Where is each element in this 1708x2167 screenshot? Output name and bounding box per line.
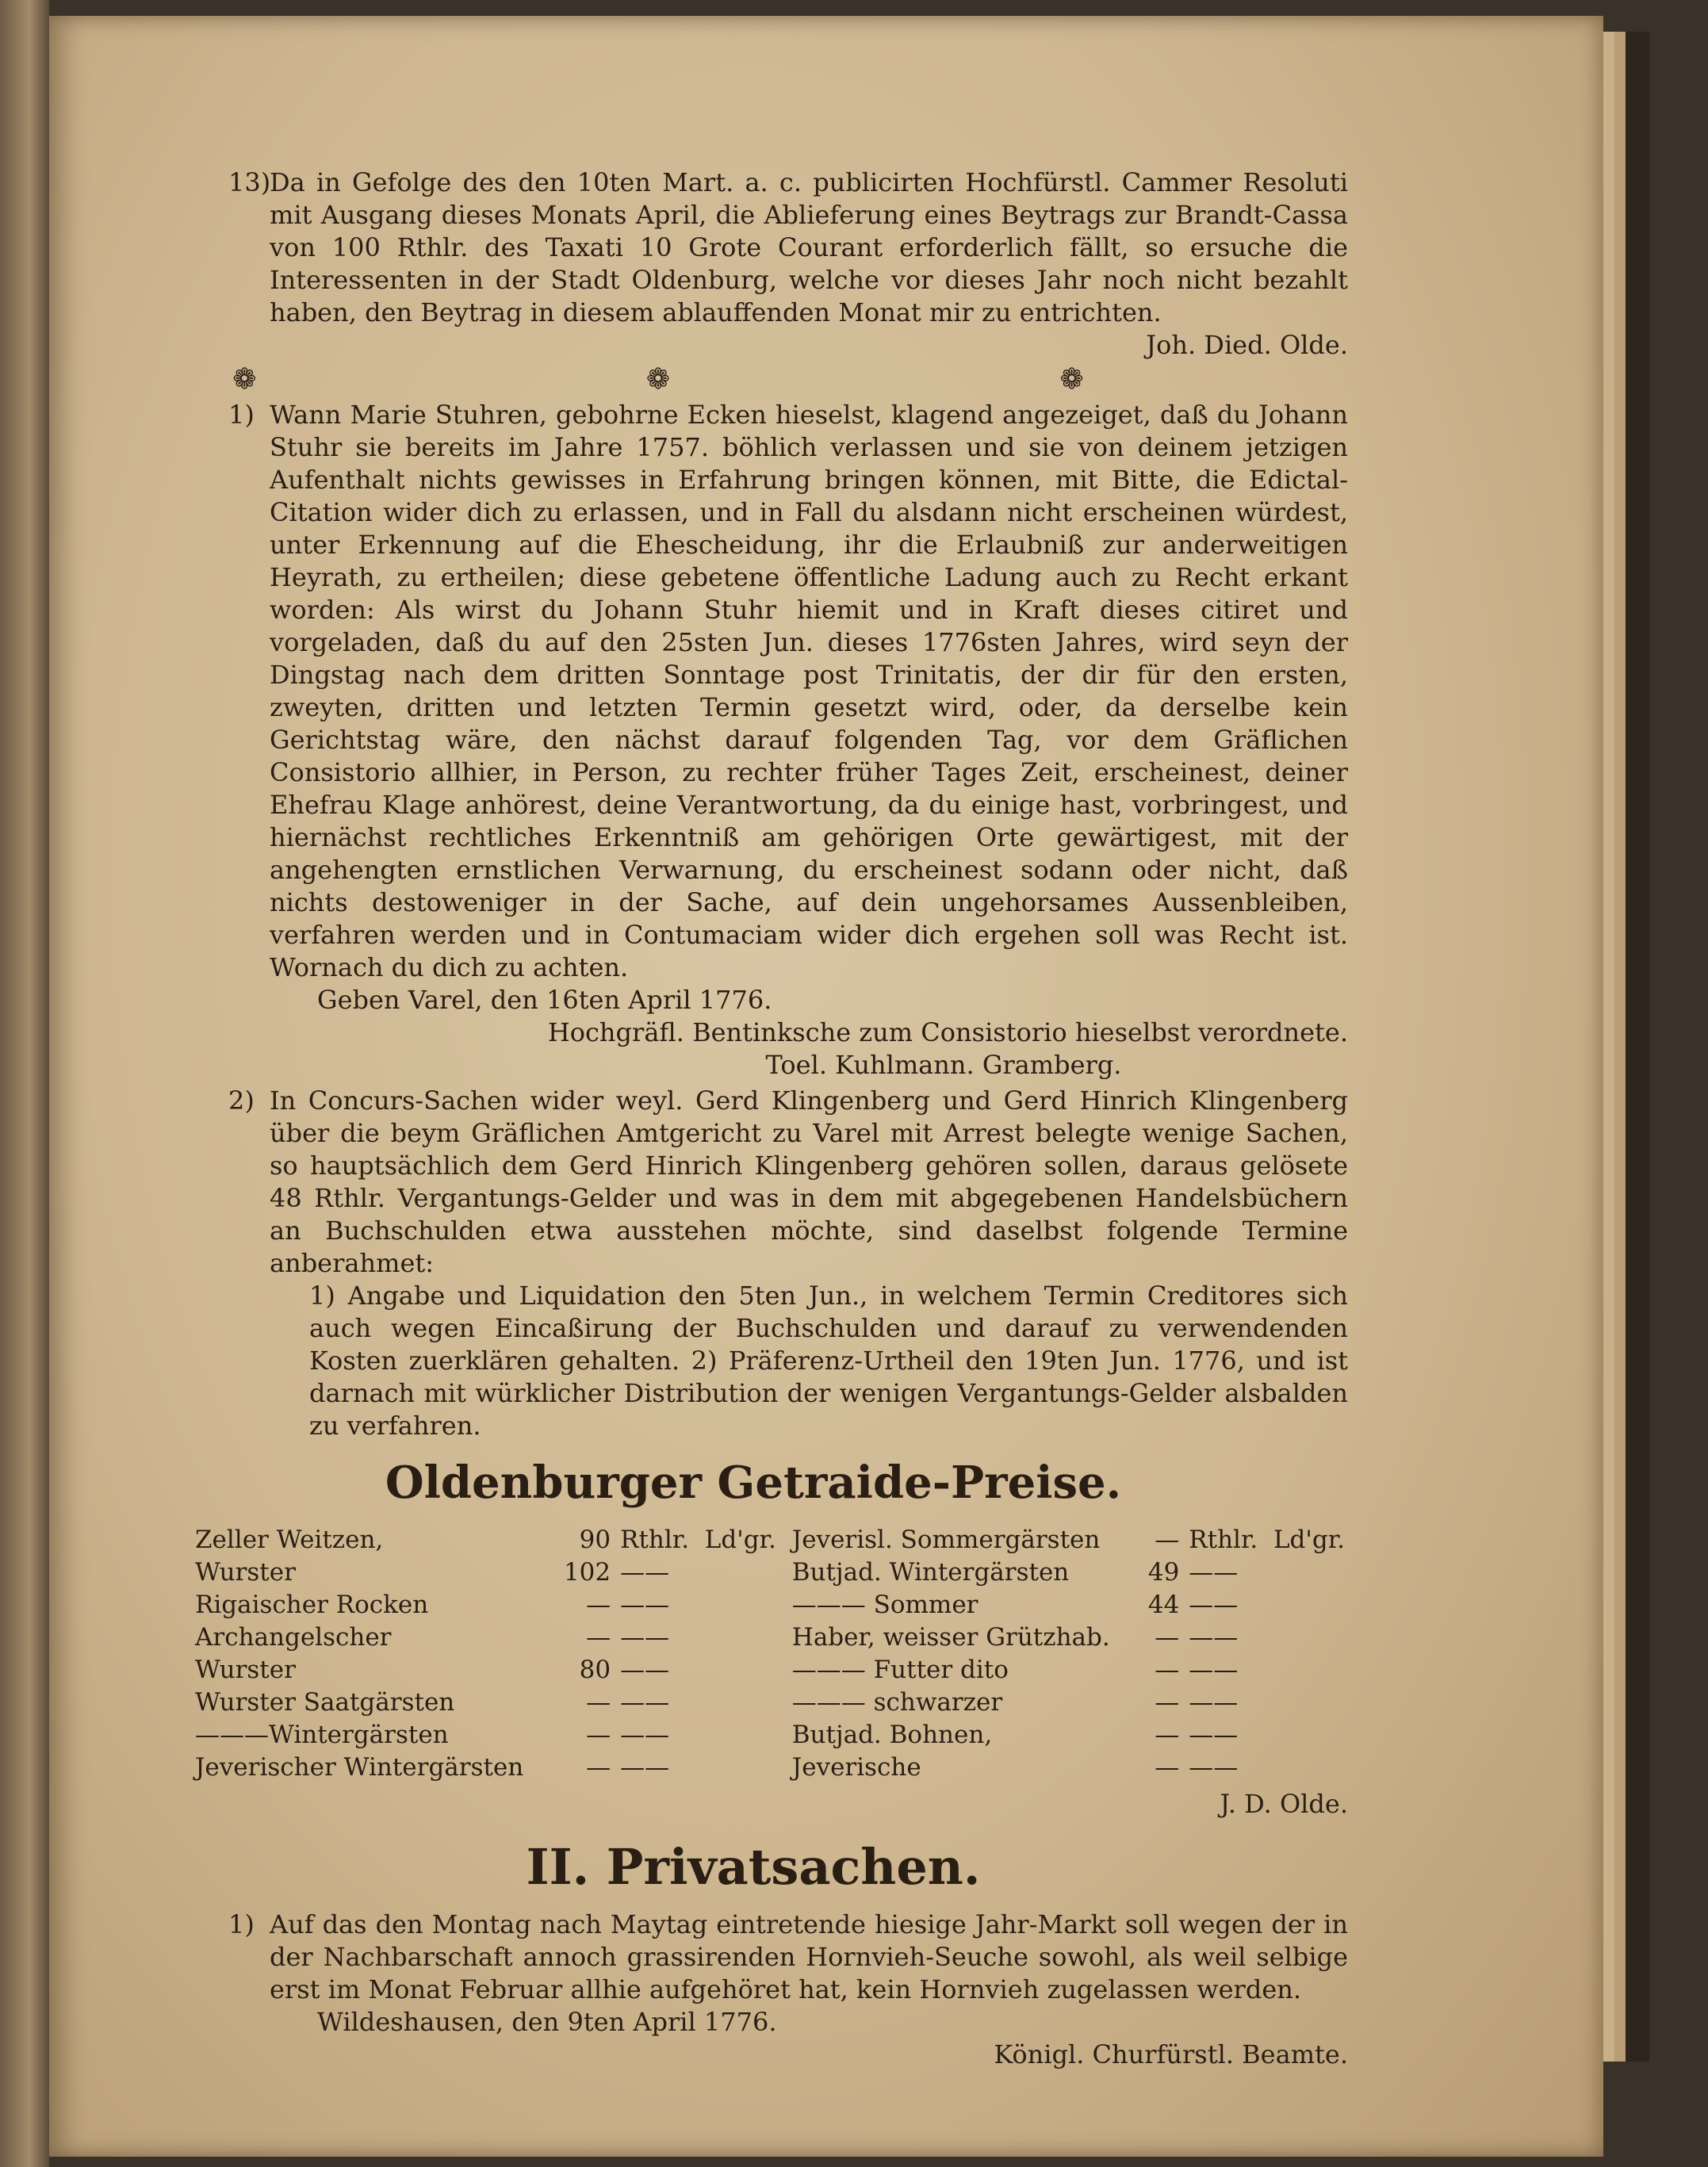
notice-13 [159, 167, 1348, 329]
table-row [190, 1556, 1356, 1588]
table-cell: Wurster [195, 1557, 296, 1587]
table-cell: —— [1189, 1655, 1239, 1684]
table-row [190, 1751, 1356, 1783]
table-row [190, 1653, 1356, 1686]
notice-dateline: Wildeshausen, den 9ten April 1776. [317, 2007, 777, 2037]
table-row [190, 1718, 1356, 1751]
table-cell: ———Wintergärsten [195, 1720, 449, 1749]
unit-label: Ld'gr. [704, 1525, 776, 1554]
table-cell: —— [620, 1590, 670, 1619]
table-cell: 49 [1147, 1557, 1180, 1587]
notice-authority: Hochgräfl. Bentinksche zum Consistorio hieselbst verordnete. [547, 1017, 1348, 1047]
unit-label: Ld'gr. [1273, 1525, 1346, 1554]
table-cell: Butjad. Bohnen, [791, 1720, 993, 1749]
table-cell: — [586, 1590, 611, 1619]
table-cell: Butjad. Wintergärsten [791, 1557, 1070, 1587]
notice-signature: Joh. Died. Olde. [1146, 330, 1348, 360]
table-cell: — [1155, 1655, 1180, 1684]
notice-text: Auf das den Montag nach Maytag eintretende hiesige Jahr-Markt soll wegen der in der Nachbarschaft annoch grassirenden Hornvieh-Seuche sowohl, als weil selbige erst im Monat Februar allhie aufgehöret hat, kein Hornvieh zugelassen werden. [270, 1909, 1348, 2004]
table-cell: ——— schwarzer [791, 1687, 1003, 1717]
table-cell: 44 [1147, 1590, 1180, 1619]
table-cell: —— [1189, 1622, 1239, 1652]
table-cell: — [586, 1622, 611, 1652]
table-cell: Jeverische [791, 1752, 921, 1782]
table-cell: ——— Sommer [791, 1590, 978, 1619]
table-row [190, 1588, 1356, 1621]
page-edge-shadow [1626, 32, 1649, 2062]
grain-price-table [190, 1523, 1356, 1783]
page-edge-1 [1603, 32, 1614, 2062]
unit-label: Rthlr. [1189, 1525, 1258, 1554]
table-cell: Rigaischer Rocken [195, 1590, 429, 1619]
notice-number: 2) [228, 1085, 255, 1116]
table-cell: Zeller Weitzen, [195, 1525, 384, 1554]
table-row [190, 1686, 1356, 1718]
notice-number: 1) [228, 400, 255, 430]
table-cell: —— [620, 1687, 670, 1717]
table-cell: Wurster Saatgärsten [195, 1687, 455, 1717]
page-edge-2 [1614, 32, 1626, 2062]
table-cell: —— [1189, 1557, 1239, 1587]
table-cell: ——— Futter dito [791, 1655, 1009, 1684]
notice-2 [159, 1085, 1348, 1442]
notice-signature: Königl. Churfürstl. Beamte. [994, 2039, 1348, 2069]
notice-text: Da in Gefolge des den 10ten Mart. a. c. publicirten Hochfürstl. Cammer Resoluti mit Ausgang dieses Monats April, die Ablieferung eines Beytrags zur Brandt-Cassa von 100 Rthlr. des Taxati 10 Grote Courant erforderlich fällt, so ersuche die Interessenten in der Stadt Oldenburg, welche vor dieses Jahr noch nicht bezahlt haben, den Beytrag in diesem ablauffenden Monat mir zu entrichten. [270, 167, 1348, 327]
table-cell: 80 [579, 1655, 611, 1684]
notice-1 [159, 399, 1348, 1082]
left-page-edge [0, 0, 49, 2167]
table-cell: —— [620, 1752, 670, 1782]
notice-text: Wann Marie Stuhren, gebohrne Ecken hieselst, klagend angezeiget, daß du Johann Stuhr sie bereits im Jahre 1757. böhlich verlassen und sie von deinem jetzigen Aufenthalt nichts gewisses in Erfahrung bringen können, mit Bitte, die Edictal-Citation wider dich zu erlassen, und in Fall du alsdann nicht erscheinen würdest, unter Erkennung auf die Ehescheidung, ihr die Erlaubniß zur anderweitigen Heyrath, zu ertheilen; diese gebetene öffentliche Ladung auch zu Recht erkant worden: Als wirst du Johann Stuhr hiemit und in Kraft dieses citiret und vorgeladen, daß du auf den 25sten Jun. dieses 1776sten Jahres, wird seyn der Dingstag nach dem dritten Sonntage post Trinitatis, der dir für den ersten, zweyten, dritten und letzten Termin gesetzt wird, oder, da derselbe kein Gerichtstag wäre, den nächst darauf folgenden Tag, vor dem Gräflichen Consistorio allhier, in Person, zu rechter früher Tages Zeit, erscheinest, deiner Ehefrau Klage anhörest, deine Verantwortung, da du einige hast, vorbringest, und hiernächst rechtliches Erkenntniß am gehörigen Orte gewärtigest, mit der angehengten ernstlichen Verwarnung, du erscheinest sodann oder nicht, daß nichts destoweniger in der Sache, auf dein ungehorsames Aussenbleiben, verfahren werden und in Contumaciam wider dich ergehen soll was Recht ist. Wornach du dich zu achten. [270, 400, 1348, 982]
notice-text: In Concurs-Sachen wider weyl. Gerd Klingenberg und Gerd Hinrich Klingenberg über die beym Gräflichen Amtgericht zu Varel mit Arrest belegte wenige Sachen, so hauptsächlich dem Gerd Hinrich Klingenberg gehören sollen, daraus gelösete 48 Rthlr. Vergantungs-Gelder und was in dem mit abgegebenen Handelsbüchern an Buchschulden etwa ausstehen möchte, sind daselbst folgende Termine anberahmet: [270, 1085, 1348, 1278]
table-cell: —— [1189, 1720, 1239, 1749]
table-cell: 102 [563, 1557, 611, 1587]
private-heading: II. Privatsachen. [526, 1838, 981, 1896]
table-cell: —— [620, 1622, 670, 1652]
table-cell: — [586, 1687, 611, 1717]
page-content [159, 167, 1348, 2071]
table-cell: —— [1189, 1752, 1239, 1782]
table-cell: — [586, 1720, 611, 1749]
table-cell: — [1155, 1752, 1180, 1782]
table-cell: Jeverischer Wintergärsten [195, 1752, 524, 1782]
prices-signature: J. D. Olde. [1220, 1789, 1348, 1819]
notice-names: Toel. Kuhlmann. Gramberg. [765, 1050, 1122, 1080]
table-cell: —— [1189, 1687, 1239, 1717]
table-cell: Haber, weisser Grützhab. [791, 1622, 1110, 1652]
table-cell: —— [1189, 1590, 1239, 1619]
ornament-divider: ❁ ❁ ❁ [232, 363, 1274, 396]
table-cell: —— [620, 1655, 670, 1684]
private-notice-1 [159, 1909, 1348, 2071]
unit-label: Rthlr. [620, 1525, 690, 1554]
prices-heading: Oldenburger Getraide-Preise. [385, 1457, 1122, 1509]
table-cell: — [1155, 1525, 1180, 1554]
table-cell: Archangelscher [195, 1622, 392, 1652]
table-cell: —— [620, 1557, 670, 1587]
notice-number: 1) [228, 1909, 255, 1939]
table-cell: — [1155, 1622, 1180, 1652]
notice-sub-text: 1) Angabe und Liquidation den 5ten Jun., in welchem Termin Creditores sich auch wegen Eincaßirung der Buchschulden und darauf zu verwendenden Kosten zuerklären gehalten. 2) Präferenz-Urtheil den 19ten Jun. 1776, und ist darnach mit würklicher Distribution der wenigen Vergantungs-Gelder alsbalden zu verfahren. [309, 1281, 1348, 1441]
notice-number: 13) [228, 167, 271, 197]
table-cell: — [586, 1752, 611, 1782]
table-cell: Jeverisl. Sommergärsten [791, 1525, 1101, 1554]
notice-dateline: Geben Varel, den 16ten April 1776. [317, 985, 772, 1015]
table-cell: —— [620, 1720, 670, 1749]
table-cell: — [1155, 1687, 1180, 1717]
table-row [190, 1621, 1356, 1653]
table-header-row [190, 1523, 1356, 1556]
table-cell: Wurster [195, 1655, 296, 1684]
table-cell: — [1155, 1720, 1180, 1749]
table-cell: 90 [579, 1525, 611, 1554]
